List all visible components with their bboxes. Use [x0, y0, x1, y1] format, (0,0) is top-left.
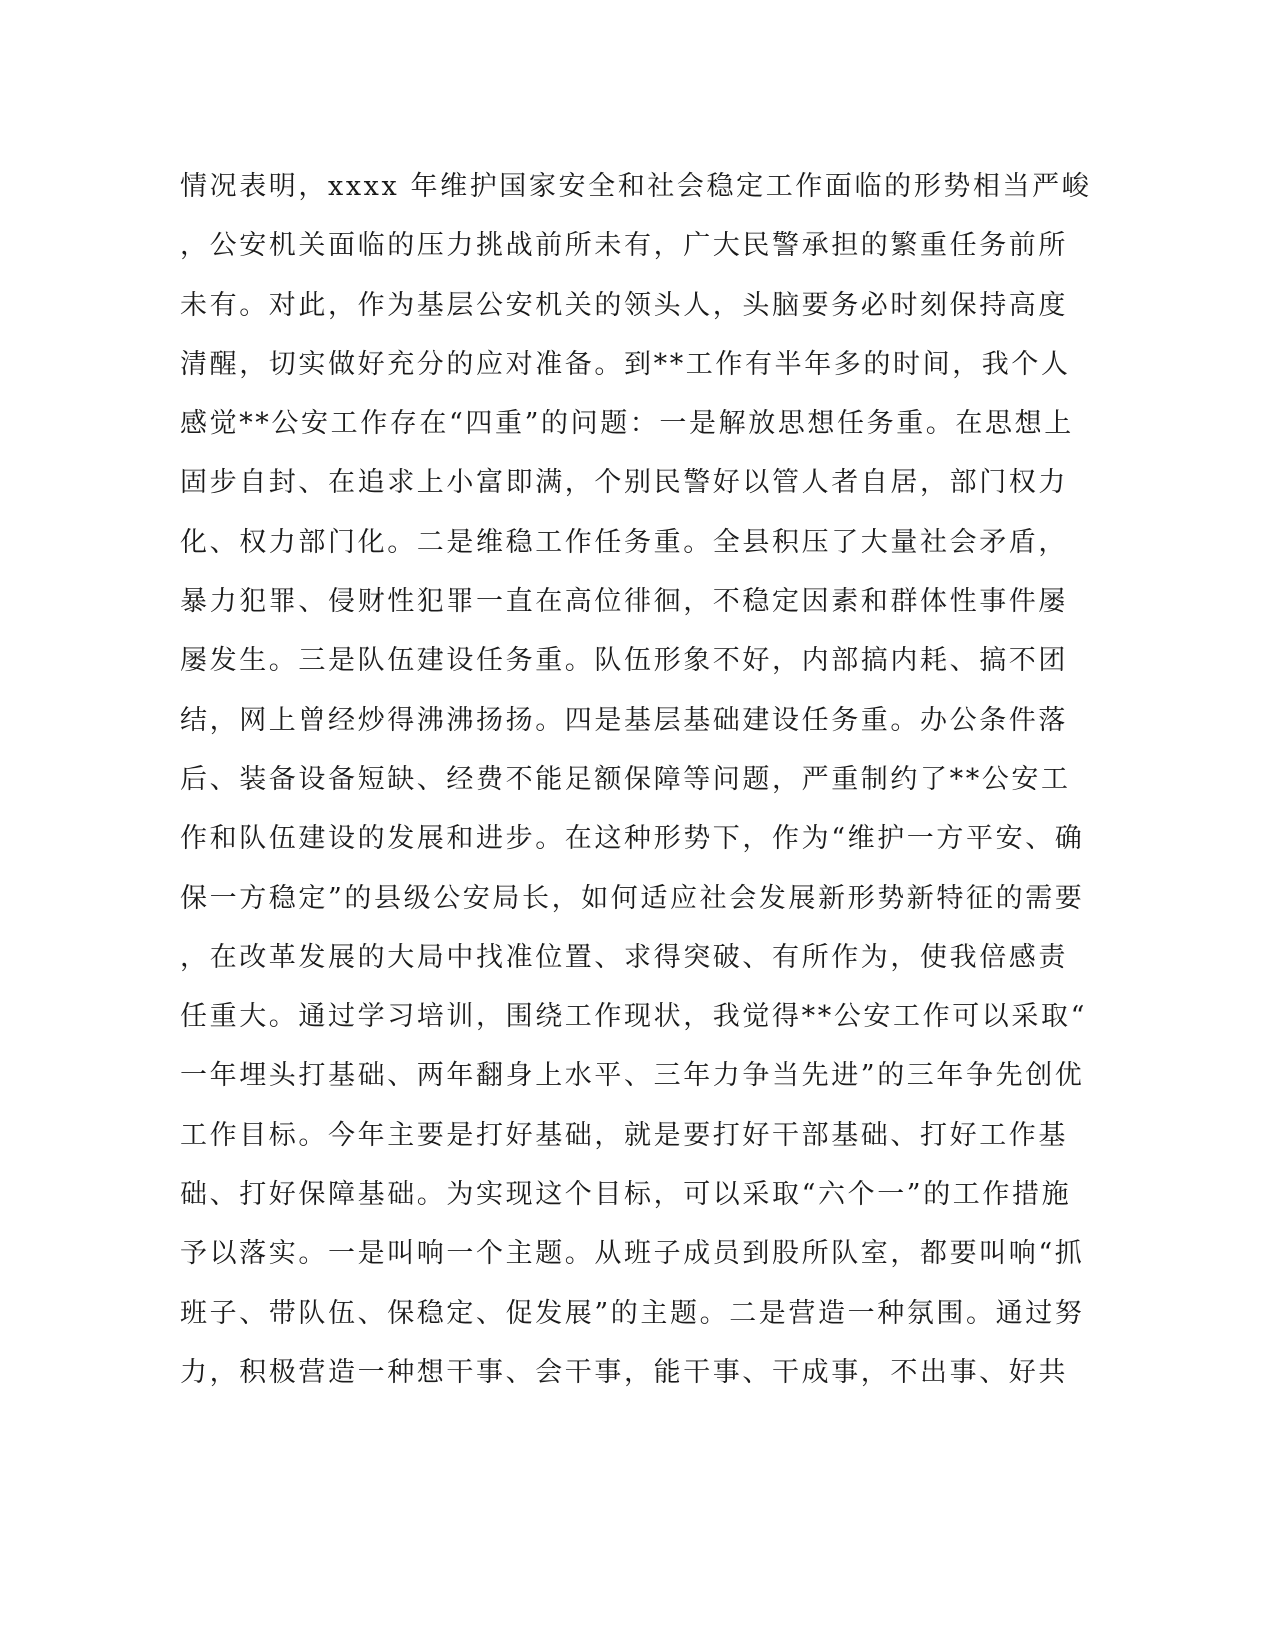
text-line: 情况表明，xxxx 年维护国家安全和社会稳定工作面临的形势相当严峻 [180, 171, 1092, 202]
text-line: 未有。对此，作为基层公安机关的领头人，头脑要务必时刻保持高度 [180, 289, 1068, 321]
text-line: 力，积极营造一种想干事、会干事，能干事、干成事，不出事、好共 [180, 1356, 1068, 1388]
text-line: 后、装备设备短缺、经费不能足额保障等问题，严重制约了**公安工 [180, 763, 1071, 795]
text-line: 保一方稳定”的县级公安局长，如何适应社会发展新形势新特征的需要 [180, 882, 1085, 914]
text-line: 工作目标。今年主要是打好基础，就是要打好干部基础、打好工作基 [180, 1119, 1068, 1151]
text-line: 任重大。通过学习培训，围绕工作现状，我觉得**公安工作可以采取“ [180, 1001, 1088, 1033]
text-line: 屡发生。三是队伍建设任务重。队伍形象不好，内部搞内耗、搞不团 [180, 645, 1068, 677]
text-line: 化、权力部门化。二是维稳工作任务重。全县积压了大量社会矛盾， [180, 526, 1068, 558]
text-line: 予以落实。一是叫响一个主题。从班子成员到股所队室，都要叫响“抓 [180, 1238, 1085, 1270]
text-line: 一年埋头打基础、两年翻身上水平、三年力争当先进”的三年争先创优 [180, 1060, 1085, 1092]
text-line: 感觉**公安工作存在“四重”的问题：一是解放思想任务重。在思想上 [180, 408, 1074, 440]
text-line: 暴力犯罪、侵财性犯罪一直在高位徘徊，不稳定因素和群体性事件屡 [180, 586, 1068, 618]
text-line: 作和队伍建设的发展和进步。在这种形势下，作为“维护一方平安、确 [180, 823, 1085, 855]
text-line: 结，网上曾经炒得沸沸扬扬。四是基层基础建设任务重。办公条件落 [180, 704, 1068, 736]
text-line: ，在改革发展的大局中找准位置、求得突破、有所作为，使我倍感责 [180, 941, 1068, 973]
text-line: 清醒，切实做好充分的应对准备。到**工作有半年多的时间，我个人 [180, 348, 1071, 380]
text-line: 班子、带队伍、保稳定、促发展”的主题。二是营造一种氛围。通过努 [180, 1297, 1085, 1329]
body-text [180, 157, 1092, 1402]
text-line: ，公安机关面临的压力挑战前所未有，广大民警承担的繁重任务前所 [180, 230, 1068, 262]
text-line: 础、打好保障基础。为实现这个目标，可以采取“六个一”的工作措施 [180, 1179, 1072, 1211]
text-line: 固步自封、在追求上小富即满，个别民警好以管人者自居，部门权力 [180, 467, 1068, 499]
